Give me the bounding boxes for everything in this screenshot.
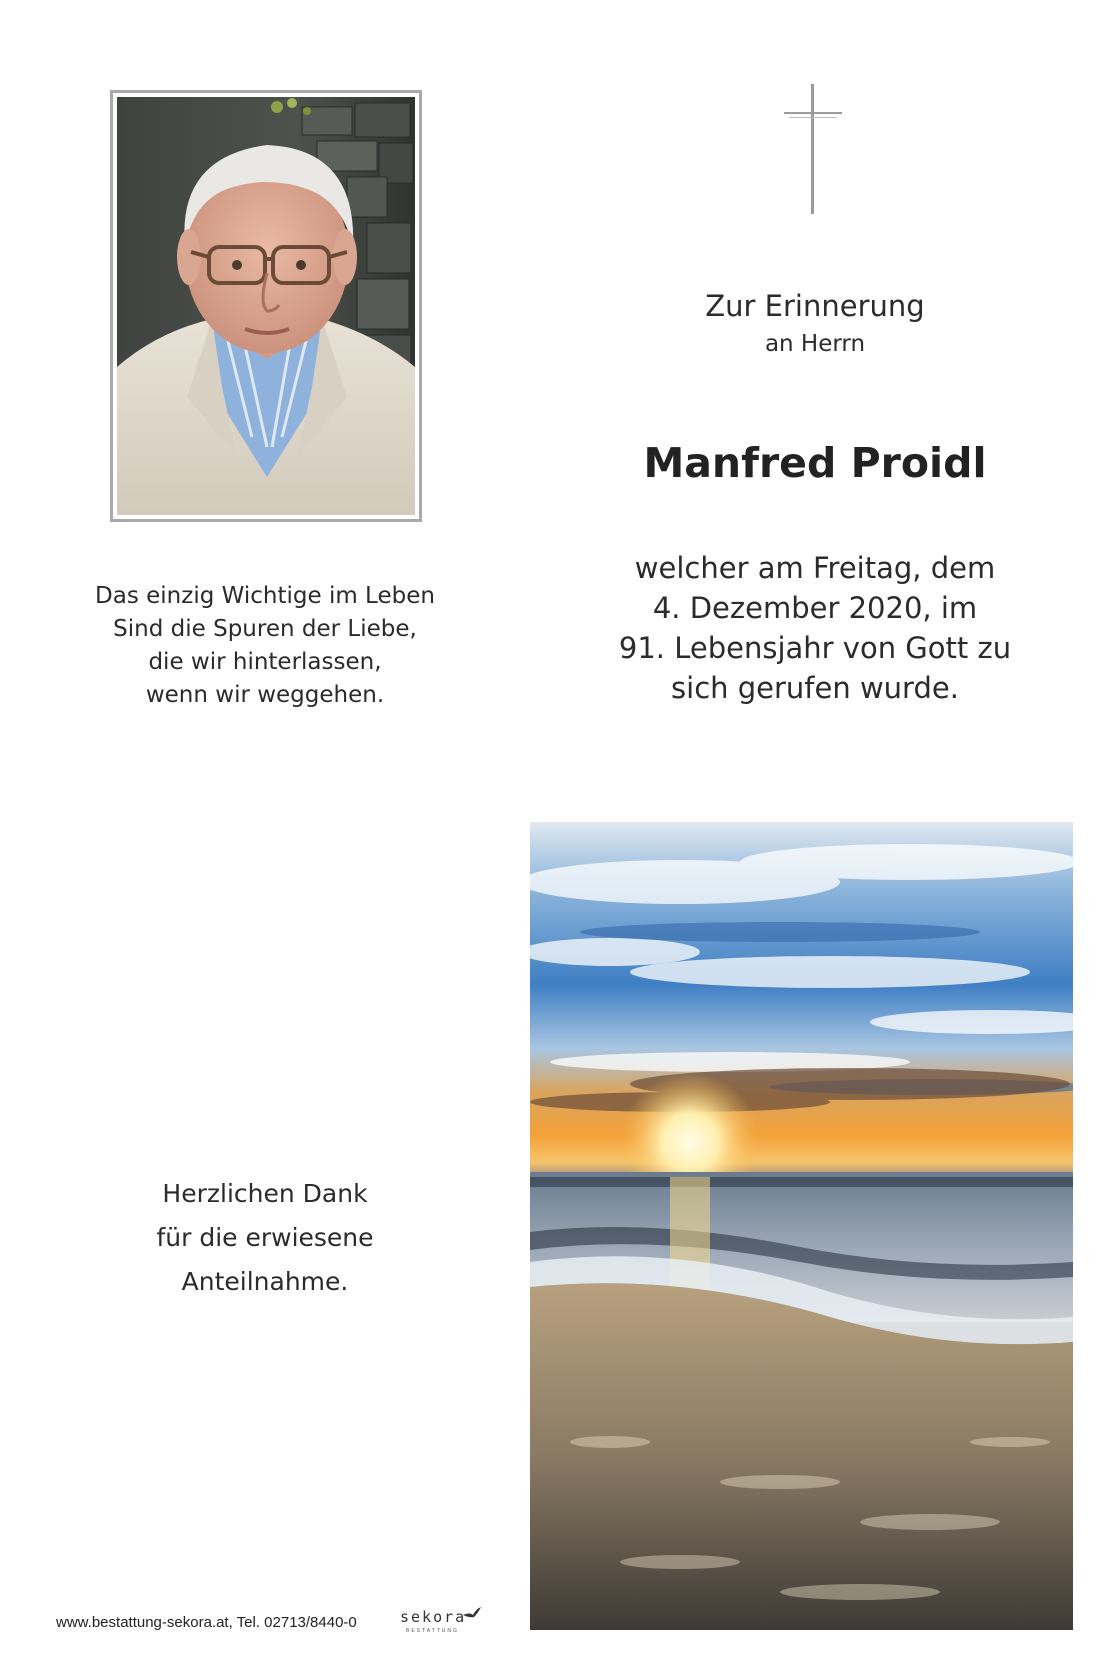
memory-title: Zur Erinnerung (705, 289, 925, 323)
portrait-frame (110, 90, 422, 522)
thanks-line: für die erwiesene (156, 1223, 374, 1252)
funeral-home-logo (400, 1606, 480, 1640)
memory-subtitle: an Herrn (764, 331, 866, 357)
thanks-text (60, 1172, 470, 1304)
death-notice (590, 548, 1040, 708)
deceased-name: Manfred Proidl (643, 439, 987, 487)
death-notice-line: 91. Lebensjahr von Gott zu (618, 631, 1012, 665)
quote-line: wenn wir weggehen. (145, 682, 385, 708)
death-notice-line: 4. Dezember 2020, im (652, 591, 978, 625)
sunset-beach-image (530, 822, 1073, 1630)
thanks-line: Anteilnahme. (181, 1267, 349, 1296)
bird-icon (462, 1606, 482, 1620)
quote-line: die wir hinterlassen, (148, 649, 382, 675)
portrait-photo (117, 97, 415, 515)
footer-contact: www.bestattung-sekora.at, Tel. 02713/8440-0 (56, 1614, 357, 1631)
logo-subtitle: BESTATTUNG (406, 1628, 459, 1634)
thanks-line: Herzlichen Dank (162, 1179, 368, 1208)
logo-name: sekora (400, 1608, 467, 1626)
death-notice-line: welcher am Freitag, dem (634, 551, 996, 585)
memorial-quote (60, 580, 470, 712)
quote-line: Das einzig Wichtige im Leben (95, 583, 435, 609)
death-notice-line: sich gerufen wurde. (671, 671, 959, 705)
quote-line: Sind die Spuren der Liebe, (113, 616, 417, 642)
cross-icon (783, 84, 843, 214)
